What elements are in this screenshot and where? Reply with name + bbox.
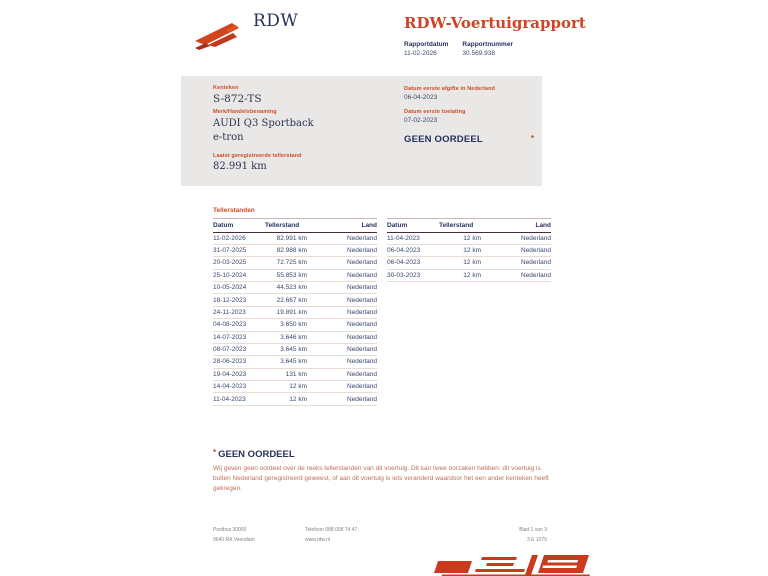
datum-cell: 06-04-2023 (387, 257, 439, 269)
land-cell: Nederland (307, 393, 377, 405)
datum-cell: 30-03-2023 (387, 269, 439, 281)
toelating-date: 07-02-2023 (404, 117, 438, 124)
table-row (213, 368, 377, 380)
land-cell: Nederland (307, 244, 377, 256)
tellerstand-cell: 72.725 km (265, 257, 307, 269)
footer-postbus: Postbus 30000 (213, 527, 247, 533)
tellerstand-cell: 19.891 km (265, 306, 307, 318)
table-row (387, 244, 551, 256)
land-cell: Nederland (307, 356, 377, 368)
tellerstand-cell: 82.988 km (265, 244, 307, 256)
table-row (213, 257, 377, 269)
table-row (213, 393, 377, 405)
land-cell: Nederland (307, 331, 377, 343)
datum-cell: 24-11-2023 (213, 306, 265, 318)
table-row (213, 381, 377, 393)
afgifte-label: Datum eerste afgifte in Nederland (404, 86, 496, 92)
summary-right-column (404, 86, 534, 145)
table-row (213, 319, 377, 331)
note-body: Wij geven geen oordeel over de reeks tellerstanden van dit voertuig. Dit kan twee oorzaken hebben: dit voertuig is buiten Nederland geregistreerd geweest, of aan dit voertuig is iets veranderd waardoor het een ander kenteken heeft gekregen. (213, 465, 549, 492)
tellerstand-cell: 3.650 km (265, 319, 307, 331)
vehicle-summary-panel (181, 76, 542, 186)
tellerstand-cell: 3.646 km (265, 331, 307, 343)
kenteken-value: S-872-TS (213, 93, 262, 105)
oordeel-badge: GEEN OORDEEL (404, 134, 483, 145)
note-title (213, 448, 558, 460)
note-asterisk: * (213, 448, 217, 457)
tellerstand-cell: 82.991 km (265, 232, 307, 244)
note-title-text: GEEN OORDEEL (218, 449, 295, 460)
kenteken-label: Kenteken (213, 85, 239, 91)
oordeel-row (404, 134, 534, 145)
datum-cell: 14-04-2023 (213, 381, 265, 393)
land-cell: Nederland (307, 257, 377, 269)
tellerstand-cell: 12 km (439, 244, 481, 256)
footer-address (213, 525, 255, 545)
land-cell: Nederland (307, 319, 377, 331)
table-row (387, 232, 551, 244)
afgifte-date: 06-04-2023 (404, 94, 438, 101)
datum-cell: 04-08-2023 (213, 319, 265, 331)
table-row (213, 331, 377, 343)
tellerstand-value: 82.991 km (213, 161, 267, 172)
footer-form-code: 3 E 1075 (526, 537, 547, 543)
toelating-label: Datum eerste toelating (404, 109, 466, 115)
datum-column-header: Datum (387, 219, 439, 233)
tellerstanden-table-left (213, 218, 377, 406)
land-cell: Nederland (481, 232, 551, 244)
report-date-label: Rapportdatum (404, 41, 449, 48)
land-cell: Nederland (481, 257, 551, 269)
table-row (387, 269, 551, 281)
tellerstanden-table-right (387, 218, 551, 282)
table-row (213, 244, 377, 256)
tellerstand-cell: 12 km (439, 257, 481, 269)
datum-cell: 11-02-2026 (213, 232, 265, 244)
datum-cell: 18-12-2023 (213, 294, 265, 306)
land-cell: Nederland (481, 244, 551, 256)
datum-cell: 11-04-2023 (387, 232, 439, 244)
footer-city: 9640 RA Veendam (213, 537, 255, 543)
land-column-header: Land (481, 219, 551, 233)
footer-page-number: Blad 1 van 3 (519, 527, 547, 533)
datum-cell: 08-07-2023 (213, 343, 265, 355)
tellerstand-cell: 12 km (439, 269, 481, 281)
land-cell: Nederland (307, 294, 377, 306)
land-cell: Nederland (307, 343, 377, 355)
land-cell: Nederland (307, 368, 377, 380)
report-meta (404, 41, 513, 57)
rdw-flag-graphic-large (426, 553, 596, 576)
merk-line1: AUDI Q3 Sportback (213, 118, 314, 129)
datum-cell: 28-06-2023 (213, 356, 265, 368)
datum-cell: 19-04-2023 (213, 368, 265, 380)
land-cell: Nederland (307, 269, 377, 281)
table-header-row (213, 219, 377, 233)
table-header-row (387, 219, 551, 233)
tellerstand-column-header: Tellerstand (439, 219, 481, 233)
merk-value (213, 117, 393, 145)
table-row (213, 232, 377, 244)
tellerstand-cell: 44.523 km (265, 282, 307, 294)
footer-phone: Telefoon 088 008 74 47 (305, 527, 358, 533)
tellerstand-cell: 55.853 km (265, 269, 307, 281)
tellerstand-cell: 12 km (265, 381, 307, 393)
datum-cell: 20-03-2025 (213, 257, 265, 269)
land-cell: Nederland (481, 269, 551, 281)
footer-contact (305, 525, 357, 545)
report-number-label: Rapportnummer (462, 41, 513, 48)
tellerstand-cell: 3.645 km (265, 343, 307, 355)
table-row (213, 306, 377, 318)
datum-column-header: Datum (213, 219, 265, 233)
table-row (213, 294, 377, 306)
tellerstand-cell: 12 km (439, 232, 481, 244)
land-cell: Nederland (307, 306, 377, 318)
datum-cell: 14-07-2023 (213, 331, 265, 343)
tellerstand-label: Laatst geregistreerde tellerstand (213, 153, 302, 159)
tellerstand-cell: 3.645 km (265, 356, 307, 368)
tellerstanden-title: Tellerstanden (213, 207, 255, 214)
rdw-logo-text: RDW (253, 11, 299, 31)
datum-cell: 25-10-2024 (213, 269, 265, 281)
tellerstand-column-header: Tellerstand (265, 219, 307, 233)
oordeel-asterisk: * (530, 134, 534, 143)
land-cell: Nederland (307, 232, 377, 244)
summary-left-column (213, 85, 393, 172)
tellerstand-cell: 131 km (265, 368, 307, 380)
land-cell: Nederland (307, 381, 377, 393)
datum-cell: 06-04-2023 (387, 244, 439, 256)
tellerstand-cell: 12 km (265, 393, 307, 405)
footer-pagination (519, 525, 547, 545)
datum-cell: 11-04-2023 (213, 393, 265, 405)
report-date-value: 11-02-2026 (404, 50, 437, 57)
land-column-header: Land (307, 219, 377, 233)
table-row (213, 282, 377, 294)
table-row (387, 257, 551, 269)
table-row (213, 356, 377, 368)
report-date (404, 41, 448, 57)
merk-line2: e-tron (213, 132, 244, 143)
tellerstand-cell: 22.667 km (265, 294, 307, 306)
datum-cell: 31-07-2025 (213, 244, 265, 256)
table-row (213, 343, 377, 355)
geen-oordeel-note (213, 448, 558, 494)
report-title: RDW-Voertuigrapport (404, 14, 586, 32)
footer-website-link[interactable]: www.rdw.nl (305, 537, 331, 543)
report-number (462, 41, 513, 57)
report-number-value: 30.569.938 (462, 50, 495, 57)
rdw-logo-flag-icon (192, 20, 250, 50)
tellerstanden-section (213, 207, 551, 406)
land-cell: Nederland (307, 282, 377, 294)
datum-cell: 10-05-2024 (213, 282, 265, 294)
merk-label: Merk/Handelsbenaming (213, 109, 277, 115)
table-row (213, 269, 377, 281)
